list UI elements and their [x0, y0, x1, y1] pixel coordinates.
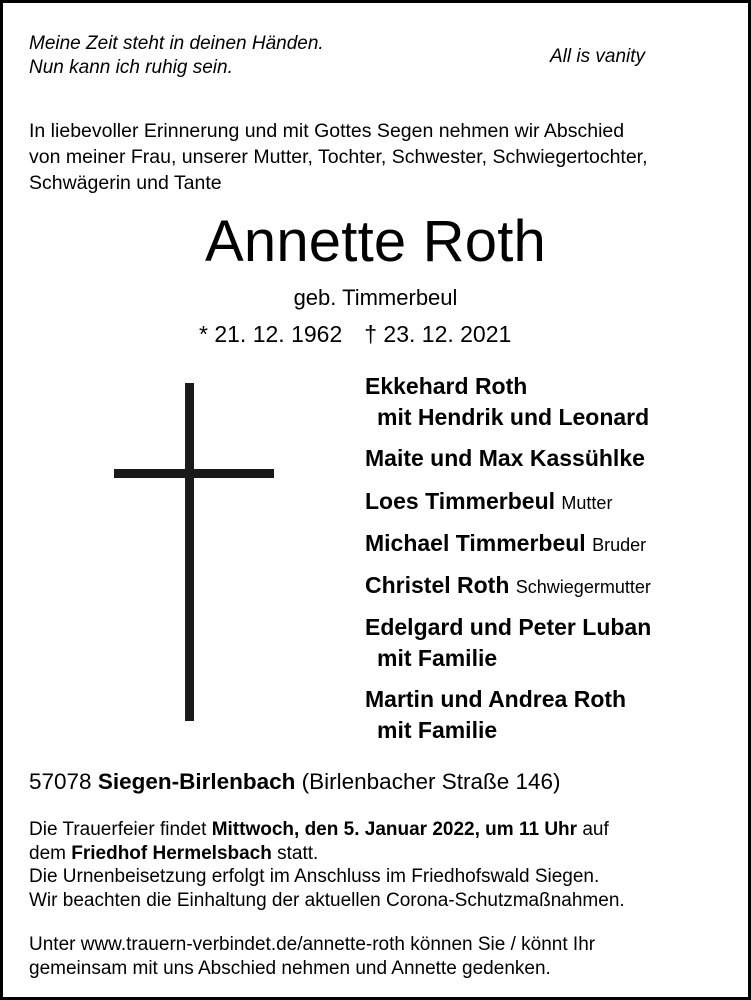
- ceremony-line: Die Urnenbeisetzung erfolgt im Anschluss im Friedhofswald Siegen.: [29, 866, 600, 887]
- relative-name: Maite und Max Kassühlke: [365, 445, 645, 471]
- birth-date: * 21. 12. 1962: [199, 321, 343, 347]
- relative-role: Schwiegermutter: [515, 577, 651, 597]
- ceremony-info: [29, 818, 625, 912]
- address-city: Siegen-Birlenbach: [97, 769, 296, 794]
- online-line: gemeinsam mit uns Abschied nehmen und Annette gedenken.: [29, 957, 551, 979]
- online-line: Unter www.trauern-verbindet.de/annette-roth können Sie / könnt Ihr: [29, 934, 596, 955]
- ceremony-line: [29, 818, 625, 842]
- relative-second-line: mit Familie: [377, 717, 498, 743]
- relative-entry: [365, 371, 649, 433]
- relative-entry: [365, 486, 612, 519]
- relative-entry: [365, 684, 626, 746]
- ceremony-text: statt.: [277, 842, 319, 864]
- intro-text: [29, 118, 648, 196]
- relative-name: Loes Timmerbeul: [365, 488, 556, 514]
- ceremony-date: Mittwoch, den 5. Januar 2022, um 11 Uhr: [211, 819, 578, 840]
- ceremony-line: Wir beachten die Einhaltung der aktuellen Corona-Schutzmaßnahmen.: [29, 889, 625, 911]
- relative-entry: [365, 528, 646, 561]
- cross-icon: [109, 383, 279, 723]
- intro-line: In liebevoller Erinnerung und mit Gottes Segen nehmen wir Abschied: [29, 120, 625, 142]
- relative-entry: [365, 570, 651, 603]
- quote-right: All is vanity: [550, 46, 646, 67]
- relative-entry: [365, 443, 645, 474]
- ceremony-text: auf: [582, 819, 609, 840]
- online-condolence: [29, 933, 595, 980]
- maiden-name: geb. Timmerbeul: [293, 285, 458, 310]
- relative-name: Ekkehard Roth: [365, 373, 528, 399]
- relative-second-line: mit Familie: [377, 645, 498, 671]
- ceremony-place: Friedhof Hermelsbach: [71, 842, 272, 864]
- life-dates: [199, 319, 511, 349]
- address-street: (Birlenbacher Straße 146): [301, 769, 561, 794]
- relative-entry: [365, 612, 651, 674]
- ceremony-text: Die Trauerfeier findet: [29, 819, 207, 840]
- relative-name: Edelgard und Peter Luban: [365, 614, 652, 640]
- quote-line: Meine Zeit steht in deinen Händen.: [29, 33, 324, 54]
- death-date: † 23. 12. 2021: [364, 321, 512, 347]
- relative-name: Michael Timmerbeul: [365, 530, 586, 556]
- ceremony-text: dem: [29, 842, 66, 864]
- relative-name: Martin und Andrea Roth: [365, 686, 627, 712]
- address-line: [29, 767, 561, 797]
- relative-name: Christel Roth: [365, 572, 510, 598]
- relative-role: Mutter: [561, 493, 613, 513]
- quote-line: Nun kann ich ruhig sein.: [29, 57, 233, 78]
- relative-second-line: mit Hendrik und Leonard: [377, 404, 650, 430]
- ceremony-line: [29, 842, 625, 866]
- intro-line: Schwägerin und Tante: [29, 172, 222, 194]
- quote-verse: [29, 32, 324, 80]
- address-zip: 57078: [29, 769, 92, 794]
- relative-role: Bruder: [592, 535, 647, 555]
- intro-line: von meiner Frau, unserer Mutter, Tochter, Schwester, Schwiegertochter,: [29, 146, 648, 168]
- deceased-name: Annette Roth: [205, 209, 546, 274]
